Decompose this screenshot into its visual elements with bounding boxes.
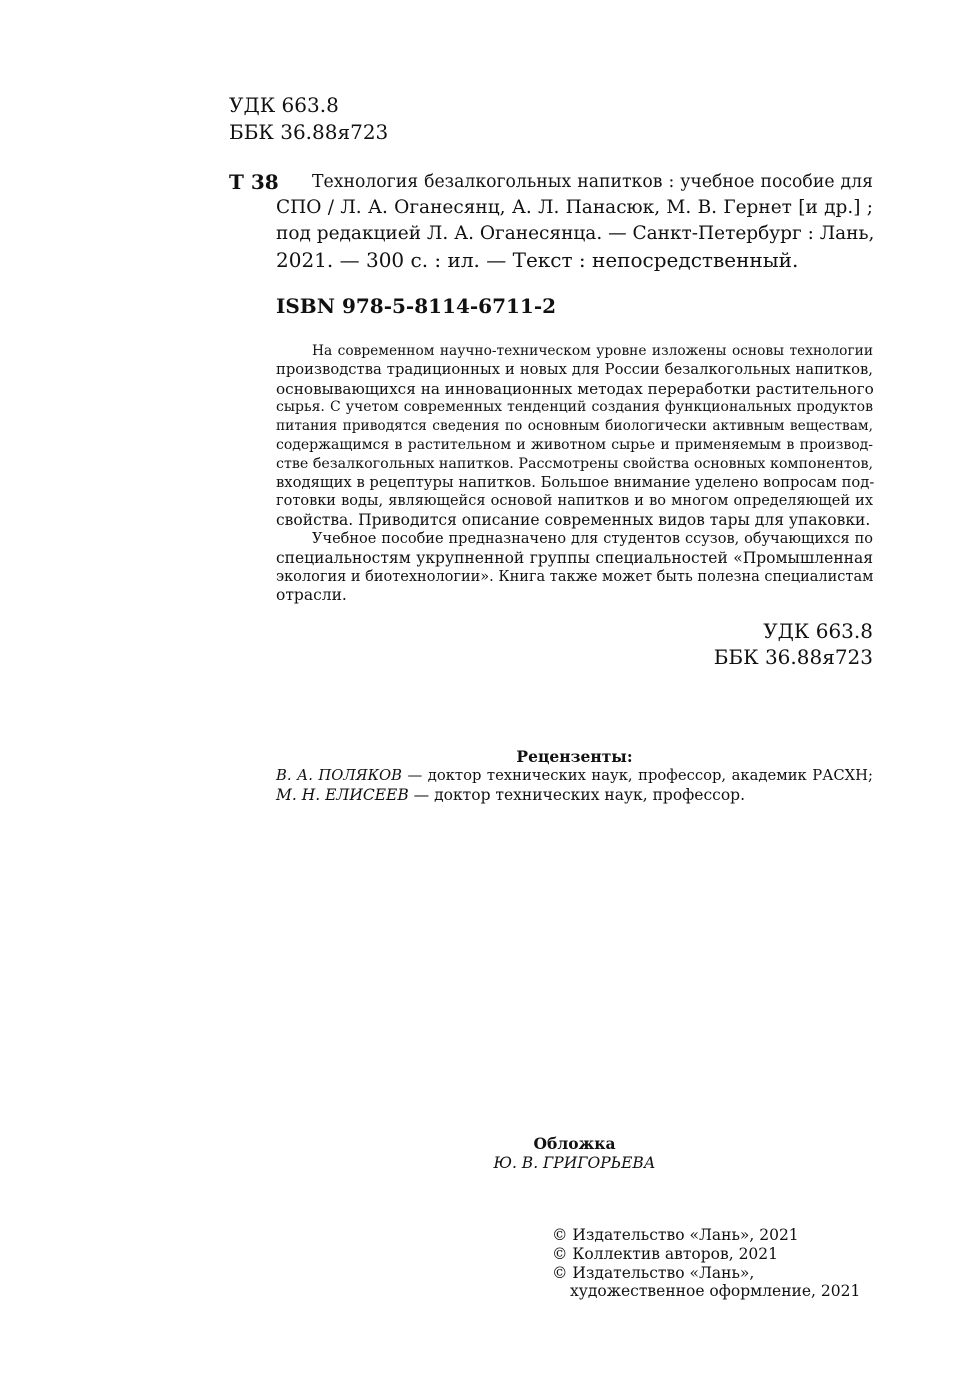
abstract-line: входящих в рецептуры напитков. Большое внимание уделено вопросам под- (276, 473, 875, 491)
abstract-line: свойства. Приводится описание современных видов тары для упаковки. (276, 511, 871, 530)
reviewer-name: М. Н. ЕЛИСЕЕВ (276, 785, 409, 804)
abstract-line: отрасли. (276, 586, 347, 605)
copyright-line: © Коллектив авторов, 2021 (552, 1244, 779, 1263)
abstract-line: содержащимся в растительном и животном сырье и применяемым в производ- (276, 436, 873, 453)
catalog-description (276, 169, 873, 273)
copyright (552, 1226, 860, 1301)
catalog-line: под редакцией Л. А. Оганесянца. — Санкт-Петербург : Лань, (276, 223, 875, 244)
reviewer-desc: — доктор технических наук, профессор, академик РАСХН; (401, 767, 873, 784)
catalog-code: Т 38 (229, 170, 279, 194)
catalog-line: Технология безалкогольных напитков : учебное пособие для (312, 172, 873, 192)
classification-udk: УДК 663.8 (763, 619, 873, 643)
reviewer-item (276, 786, 873, 805)
reviewer-desc: — доктор технических наук, профессор. (408, 785, 746, 804)
copyright-line: художественное оформление, 2021 (570, 1282, 861, 1301)
classification-bbk: ББК 36.88я723 (713, 645, 873, 669)
header-bbk: ББК 36.88я723 (229, 120, 389, 144)
abstract-line: сырья. С учетом современных тенденций создания функциональных продуктов (276, 399, 873, 416)
abstract-line: специальностям укрупненной группы специальностей «Промышленная (276, 548, 873, 567)
catalog-line: СПО / Л. А. Оганесянц, А. Л. Панасюк, М. В. Гернет [и др.] ; (276, 197, 873, 218)
abstract-line: производства традиционных и новых для России безалкогольных напитков, (276, 360, 873, 378)
abstract-line: Учебное пособие предназначено для студентов ссузов, обучающихся по (312, 530, 873, 547)
reviewer-name: В. А. ПОЛЯКОВ (276, 767, 402, 784)
cover-name: Ю. В. ГРИГОРЬЕВА (493, 1154, 656, 1172)
abstract-line: питания приводятся сведения по основным биологически активным веществам, (276, 418, 873, 435)
abstract-line: экология и биотехнологии». Книга также может быть полезна специалистам (276, 568, 874, 585)
isbn: ISBN 978-5-8114-6711-2 (276, 294, 557, 318)
abstract-line: готовки воды, являющейся основой напитков и во многом определяющей их (276, 493, 873, 510)
reviewers-heading: Рецензенты: (516, 747, 633, 766)
cover-heading: Обложка (533, 1134, 616, 1153)
copyright-line: © Издательство «Лань», 2021 (552, 1226, 799, 1244)
abstract (276, 342, 873, 605)
abstract-line: стве безалкогольных напитков. Рассмотрены свойства основных компонентов, (276, 455, 874, 472)
header-udk: УДК 663.8 (229, 93, 339, 117)
reviewer-item (276, 767, 873, 786)
reviewers-list (276, 767, 873, 805)
abstract-line: основывающихся на инновационных методах переработки растительного (276, 379, 874, 398)
abstract-line: На современном научно-техническом уровне изложены основы технологии (312, 343, 873, 359)
catalog-line: 2021. — 300 с. : ил. — Текст : непосредственный. (276, 248, 799, 272)
copyright-line: © Издательство «Лань», (552, 1263, 755, 1282)
